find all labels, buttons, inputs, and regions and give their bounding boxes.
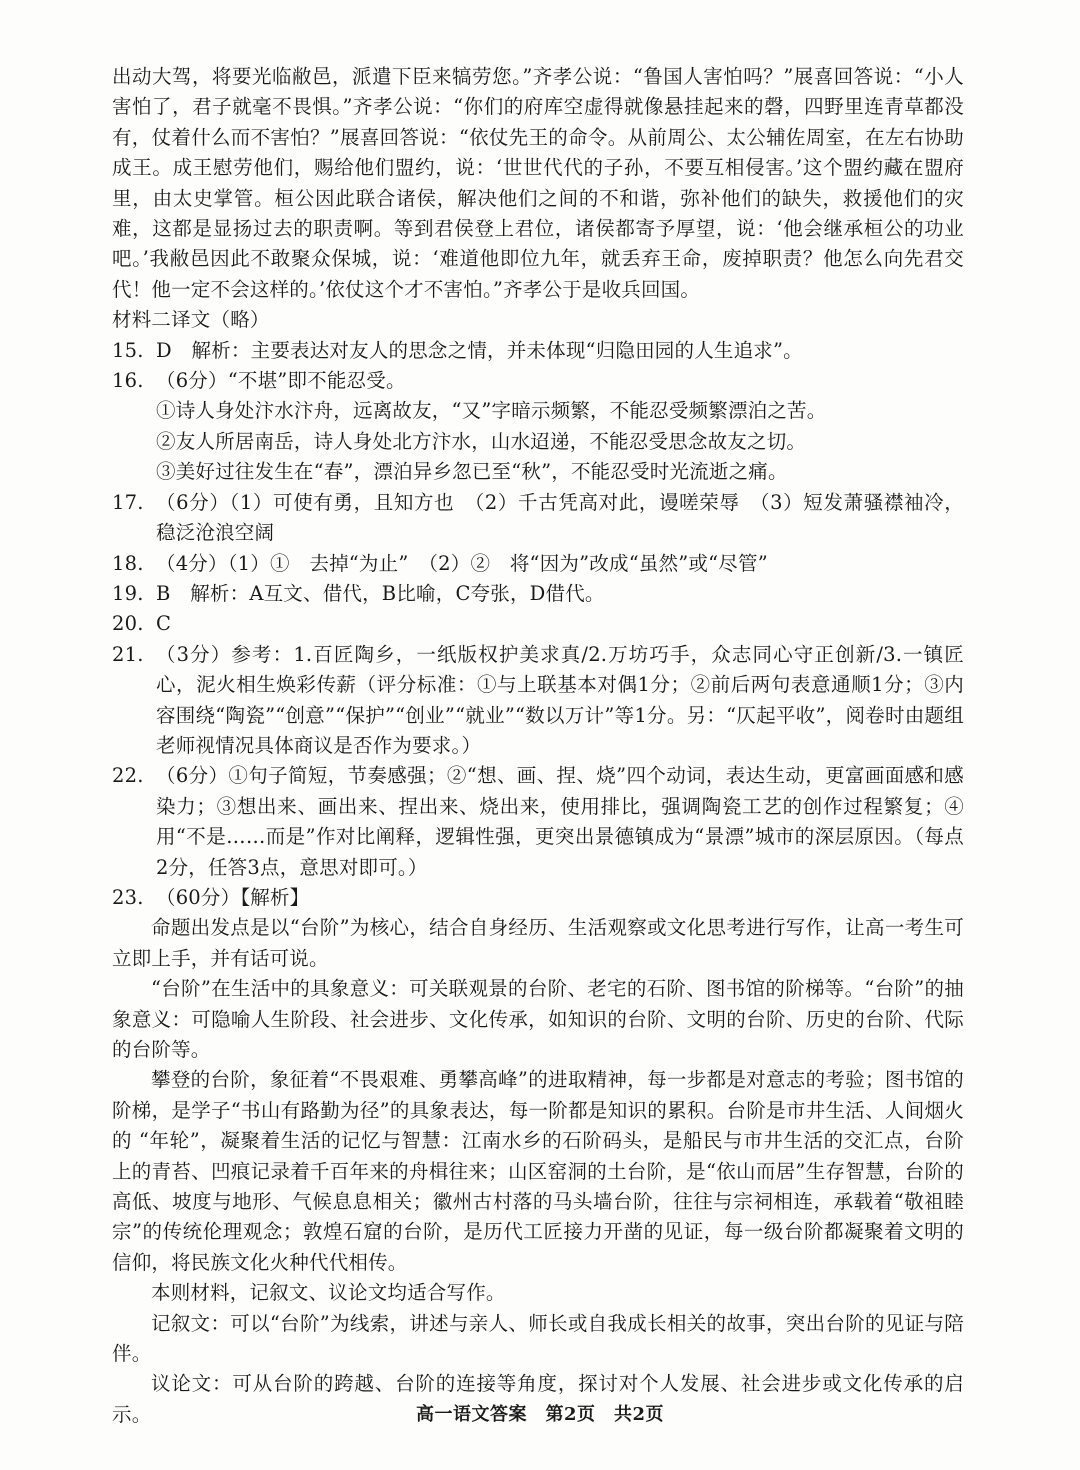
- answer-15: [112, 336, 964, 366]
- answer-text: （6分）（1）可使有勇，且知方也 （2）千古凭高对此，谩嗟荣辱 （3）短发萧骚襟袖冷，稳泛沧浪空阔: [156, 490, 964, 545]
- answer-number: 21.: [112, 642, 144, 666]
- answer-text: B 解析：A互文、借代，B比喻，C夸张，D借代。: [156, 581, 605, 605]
- answer-17: [112, 488, 964, 549]
- answer-number: 18.: [112, 551, 144, 575]
- answer-text: （3分）参考：1.百匠陶乡，一纸版权护美求真/2.万坊巧手，众志同心守正创新/3.一镇匠心，泥火相生焕彩传薪（评分标准：①与上联基本对偶1分；②前后两句表意通顺1分；③内容围绕“陶瓷”“创意”“保护”“创业”“就业”“数以万计”等1分。另：“仄起平收”，阅卷时由题组老师视情况具体商议是否作为要求。）: [156, 642, 964, 757]
- answer-content: [112, 62, 964, 1430]
- answer-19: [112, 579, 964, 609]
- essay-paragraph-6: 议论文：可从台阶的跨越、台阶的连接等角度，探讨对个人发展、社会进步或文化传承的启示。: [112, 1372, 964, 1426]
- answer-number: 20.: [112, 612, 144, 636]
- answer-text: （60分）【解析】: [156, 885, 310, 909]
- essay-paragraph-5: 记叙文：可以“台阶”为线索，讲述与亲人、师长或自我成长相关的故事，突出台阶的见证与陪伴。: [112, 1311, 964, 1366]
- answer-text: （4分）（1）① 去掉“为止” （2）② 将“因为”改成“虽然”或“尽管”: [156, 551, 768, 575]
- answer-text: （6分）“不堪”即不能忍受。: [156, 369, 406, 393]
- page-footer: 高一语文答案 第2页 共2页: [415, 1404, 665, 1425]
- answer-number: 22.: [112, 764, 144, 788]
- answer-number: 16.: [112, 369, 144, 393]
- answer-text: D 解析：主要表达对友人的思念之情，并未体现“归隐田园的人生追求”。: [156, 338, 803, 362]
- essay-paragraph-1: 命题出发点是以“台阶”为核心，结合自身经历、生活观察或文化思考进行写作，让高一考生可立即上手，并有话可说。: [112, 916, 964, 970]
- answer-22: [112, 761, 964, 883]
- answer-20: [112, 609, 964, 639]
- essay-paragraph-3: 攀登的台阶，象征着“不畏艰难、勇攀高峰”的进取精神，每一步都是对意志的考验；图书馆的阶梯，是学子“书山有路勤为径”的具象表达，每一阶都是知识的累积。台阶是市井生活、人间烟火的 “年轮”，凝聚着生活的记忆与智慧：江南水乡的石阶码头，是船民与市井生活的交汇点，台阶上的青苔、凹痕记录着千百年来的舟楫往来；山区窑洞的土台阶，是“依山而居”生存智慧，台阶的高低、坡度与地形、气候息息相关；徽州古村落的马头墙台阶，往往与宗祠相连，承载着“敬祖睦宗”的传统伦理观念；敦煌石窟的台阶，是历代工匠接力开凿的见证，每一级台阶都凝聚着文明的信仰，将民族文化火种代代相传。: [112, 1068, 964, 1274]
- answer-16-point-2: ②友人所居南岳，诗人身处北方汴水，山水迢递，不能忍受思念故友之切。: [156, 429, 807, 453]
- answer-text: C: [156, 612, 172, 636]
- essay-paragraph-2: “台阶”在生活中的具象意义：可关联观景的台阶、老宅的石阶、图书馆的阶梯等。“台阶”的抽象意义：可隐喻人生阶段、社会进步、文化传承，如知识的台阶、文明的台阶、历史的台阶、代际的台阶等。: [112, 977, 964, 1061]
- answer-number: 17.: [112, 490, 144, 514]
- answer-16-point-1: ①诗人身处汴水汴舟，远离故友，“又”字暗示频繁，不能忍受频繁漂泊之苦。: [156, 399, 827, 423]
- answer-23: [112, 883, 964, 913]
- answer-number: 15.: [112, 338, 144, 362]
- answer-16-point-3: ③美好过往发生在“春”，漂泊异乡忽已至“秋”，不能忍受时光流逝之痛。: [156, 460, 788, 484]
- material-two-label: 材料二译文（略）: [112, 308, 270, 332]
- answer-18: [112, 549, 964, 579]
- answer-number: 23.: [112, 885, 144, 909]
- answer-number: 19.: [112, 581, 144, 605]
- answer-21: [112, 640, 964, 762]
- material-one-translation: 出动大驾，将要光临敝邑，派遣下臣来犒劳您。”齐孝公说：“鲁国人害怕吗？”展喜回答说：“小人害怕了，君子就毫不畏惧。”齐孝公说：“你们的府库空虚得就像悬挂起来的磬，四野里连青草都没有，仗着什么而不害怕？”展喜回答说：“依仗先王的命令。从前周公、太公辅佐周室，在左右协助成王。成王慰劳他们，赐给他们盟约，说：‘世世代代的子孙，不要互相侵害。’这个盟约藏在盟府里，由太史掌管。桓公因此联合诸侯，解决他们之间的不和谐，弥补他们的缺失，救援他们的灾难，这都是显扬过去的职责啊。等到君侯登上君位，诸侯都寄予厚望，说：‘他会继承桓公的功业吧。’我敝邑因此不敢聚众保城，说：‘难道他即位九年，就丢弃王命，废掉职责？他怎么向先君交代！他一定不会这样的。’依仗这个才不害怕。”齐孝公于是收兵回国。: [112, 65, 964, 301]
- answer-16: [112, 366, 964, 396]
- answer-text: （6分）①句子简短，节奏感强；②“想、画、捏、烧”四个动词，表达生动，更富画面感和感染力；③想出来、画出来、捏出来、烧出来，使用排比，强调陶瓷工艺的创作过程繁复；④用“不是……而是”作对比阐释，逻辑性强，更突出景德镇成为“景漂”城市的深层原因。（每点2分，任答3点，意思对即可。）: [156, 764, 964, 879]
- essay-paragraph-4: 本则材料，记叙文、议论文均适合写作。: [151, 1281, 506, 1305]
